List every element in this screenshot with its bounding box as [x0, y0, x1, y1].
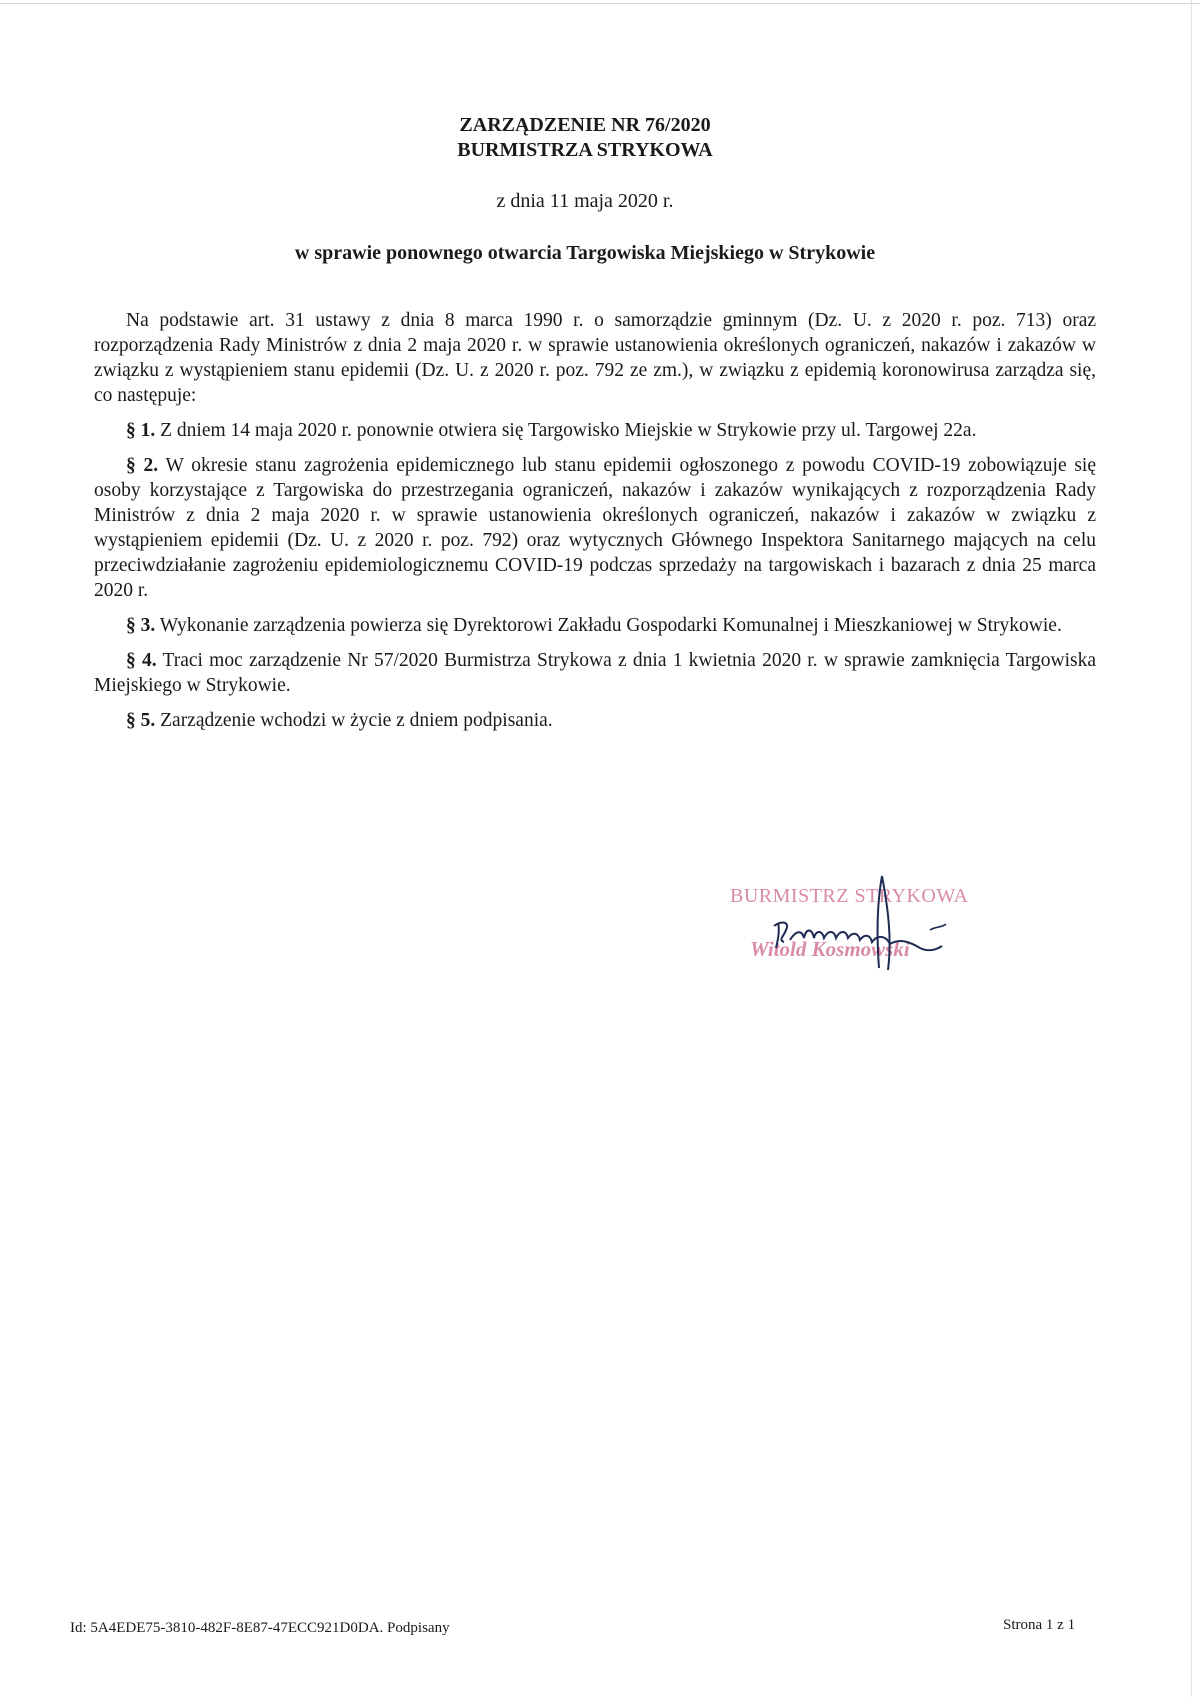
scan-edge-right [1191, 0, 1192, 1697]
section-1 [94, 418, 1096, 443]
section-text: Traci moc zarządzenie Nr 57/2020 Burmistrza Strykowa z dnia 1 kwietnia 2020 r. w sprawie zamknięcia Targowiska Miejskiego w Strykowie. [94, 650, 1097, 696]
document-title: ZARZĄDZENIE NR 76/2020 [459, 114, 711, 136]
document-date: z dnia 11 maja 2020 r. [496, 190, 674, 212]
section-marker: § 4. [126, 650, 157, 671]
scan-edge-top [0, 3, 1200, 4]
section-text: Z dniem 14 maja 2020 r. ponownie otwiera się Targowisko Miejskie w Strykowie przy ul. Targowej 22a. [160, 420, 977, 441]
section-2 [94, 453, 1096, 603]
page-number-footer: Strona 1 z 1 [1003, 1617, 1076, 1633]
section-text: Zarządzenie wchodzi w życie z dniem podpisania. [160, 710, 553, 731]
document-issuer: BURMISTRZA STRYKOWA [457, 139, 713, 161]
handwritten-signature [760, 868, 985, 988]
section-4 [94, 648, 1096, 698]
section-marker: § 5. [126, 710, 156, 731]
document-subject: w sprawie ponownego otwarcia Targowiska Miejskiego w Strykowie [294, 242, 876, 264]
section-marker: § 1. [126, 420, 156, 441]
section-marker: § 3. [126, 615, 156, 636]
section-marker: § 2. [126, 455, 159, 476]
section-3 [94, 613, 1096, 638]
preamble-paragraph: Na podstawie art. 31 ustawy z dnia 8 marca 1990 r. o samorządzie gminnym (Dz. U. z 2020 r. poz. 713) oraz rozporządzenia Rady Ministrów z dnia 2 maja 2020 r. w sprawie ustanowienia określonych ograniczeń, nakazów i zakazów w związku z wystąpieniem stanu epidemii (Dz. U. z 2020 r. poz. 792 ze zm.), w związku z epidemią koronowirusa zarządza się, co następuje: [94, 310, 1096, 406]
document-body [94, 308, 1096, 743]
stamp-name: Witold Kosmowski [750, 937, 910, 961]
section-text: W okresie stanu zagrożenia epidemicznego lub stanu epidemii ogłoszonego z powodu COVID-19 zobowiązuje się osoby korzystające z Targowiska do przestrzegania ograniczeń, nakazów i zakazów wynikających z rozporządzenia Rady Ministrów z dnia 2 maja 2020 r. w sprawie ustanowienia określonych ograniczeń, nakazów i zakazów w związku z wystąpieniem epidemii (Dz. U. z 2020 r. poz. 792) oraz wytycznych Głównego Inspektora Sanitarnego mających na celu przeciwdziałanie zagrożeniu epidemiologicznemu COVID-19 podczas sprzedaży na targowiskach i bazarach z dnia 25 marca 2020 r. [94, 455, 1096, 601]
section-5 [94, 708, 1096, 733]
stamp-title: BURMISTRZ STRYKOWA [730, 885, 969, 907]
document-id-footer: Id: 5A4EDE75-3810-482F-8E87-47ECC921D0DA. Podpisany [70, 1620, 450, 1636]
section-text: Wykonanie zarządzenia powierza się Dyrektorowi Zakładu Gospodarki Komunalnej i Mieszkaniowej w Strykowie. [159, 615, 1062, 636]
